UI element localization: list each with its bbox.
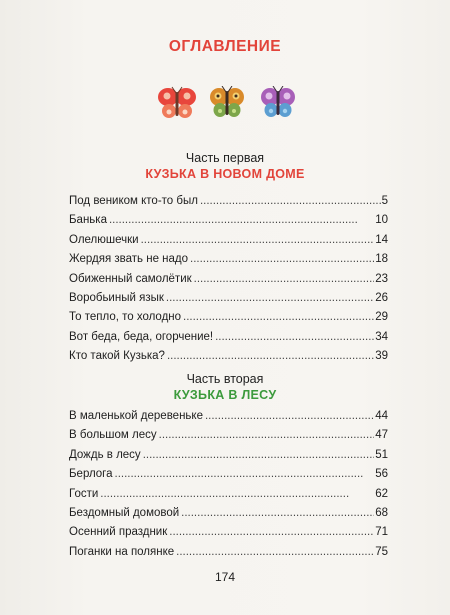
page-number: 174	[214, 570, 236, 584]
toc-entry[interactable]	[69, 523, 388, 542]
toc-leader	[166, 289, 374, 308]
toc-leader	[194, 270, 375, 289]
part-2-title: КУЗЬКА В ЛЕСУ	[173, 388, 277, 402]
toc-entry-page: 47	[375, 429, 388, 442]
part-2-toc	[69, 407, 388, 562]
toc-leader	[143, 446, 375, 465]
toc-leader	[159, 426, 375, 445]
part-1-toc	[69, 192, 388, 367]
toc-entry[interactable]	[69, 504, 388, 523]
toc-entry-title: В большом лесу	[69, 429, 157, 442]
toc-entry-title: Осенний праздник	[69, 526, 168, 539]
toc-entry[interactable]	[69, 407, 388, 426]
page-title: ОГЛАВЛЕНИЕ	[168, 38, 282, 55]
part-2-label: Часть вторая	[186, 372, 264, 386]
toc-leader	[167, 347, 374, 366]
toc-leader	[100, 485, 374, 504]
toc-entry[interactable]	[69, 543, 388, 562]
toc-entry[interactable]	[69, 250, 388, 269]
toc-entry-page: 5	[381, 195, 388, 207]
toc-entry-title: Кто такой Кузька?	[69, 350, 165, 363]
butterfly-icon	[209, 86, 245, 120]
toc-leader	[141, 231, 375, 250]
toc-entry-title: Жердяя звать не надо	[69, 253, 189, 266]
toc-entry-title: То тепло, то холодно	[69, 311, 182, 324]
toc-entry-page: 23	[375, 272, 388, 285]
toc-entry-title: Бездомный домовой	[69, 506, 180, 519]
toc-entry-title: Под веником кто-то был	[69, 195, 198, 207]
toc-entry[interactable]	[69, 328, 388, 347]
toc-entry[interactable]	[69, 289, 388, 308]
butterfly-decorations	[0, 86, 450, 126]
toc-leader	[190, 250, 374, 269]
toc-entry[interactable]	[69, 347, 388, 366]
toc-leader	[183, 308, 374, 327]
toc-entry-title: Дождь в лесу	[69, 448, 141, 461]
toc-entry-title: Олелюшечки	[69, 233, 139, 246]
toc-entry-title: Поганки на полянке	[69, 545, 175, 558]
toc-entry-page: 68	[375, 506, 388, 519]
toc-entry[interactable]	[69, 465, 388, 484]
toc-entry[interactable]	[69, 308, 388, 327]
toc-entry[interactable]	[69, 446, 388, 465]
toc-entry-page: 29	[375, 311, 388, 324]
toc-entry-page: 18	[375, 253, 388, 266]
toc-entry[interactable]	[69, 211, 388, 230]
toc-entry-title: Воробьиный язык	[69, 291, 164, 304]
toc-entry-page: 14	[375, 233, 388, 246]
butterfly-icon	[260, 86, 296, 120]
toc-entry-page: 39	[375, 350, 388, 363]
toc-leader	[200, 192, 381, 211]
toc-leader	[169, 523, 374, 542]
toc-entry[interactable]	[69, 270, 388, 289]
toc-entry-page: 10	[375, 214, 388, 227]
toc-entry[interactable]	[69, 426, 388, 445]
toc-entry-page: 75	[375, 545, 388, 558]
toc-leader	[205, 407, 374, 426]
toc-entry-page: 26	[375, 291, 388, 304]
part-1-title: КУЗЬКА В НОВОМ ДОМЕ	[145, 167, 305, 181]
toc-leader	[215, 328, 374, 347]
butterfly-icon	[155, 86, 199, 122]
toc-entry-page: 71	[375, 526, 388, 539]
part-1-label: Часть первая	[185, 151, 265, 165]
toc-entry-page: 51	[375, 448, 388, 461]
toc-entry-page: 56	[375, 468, 388, 481]
toc-entry-page: 34	[375, 330, 388, 343]
toc-entry[interactable]	[69, 231, 388, 250]
toc-entry-title: Вот беда, беда, огорчение!	[69, 330, 214, 343]
toc-leader	[181, 504, 374, 523]
toc-entry-title: Гости	[69, 487, 99, 500]
toc-leader	[115, 465, 375, 484]
toc-leader	[176, 543, 374, 562]
toc-entry-page: 44	[375, 410, 388, 422]
toc-entry-page: 62	[375, 487, 388, 500]
toc-entry-title: Обиженный самолётик	[69, 272, 192, 285]
toc-entry-title: Берлога	[69, 468, 113, 481]
toc-entry[interactable]	[69, 192, 388, 211]
toc-entry-title: В маленькой деревеньке	[69, 410, 203, 422]
toc-entry-title: Банька	[69, 214, 107, 227]
toc-leader	[109, 211, 374, 230]
toc-entry[interactable]	[69, 485, 388, 504]
